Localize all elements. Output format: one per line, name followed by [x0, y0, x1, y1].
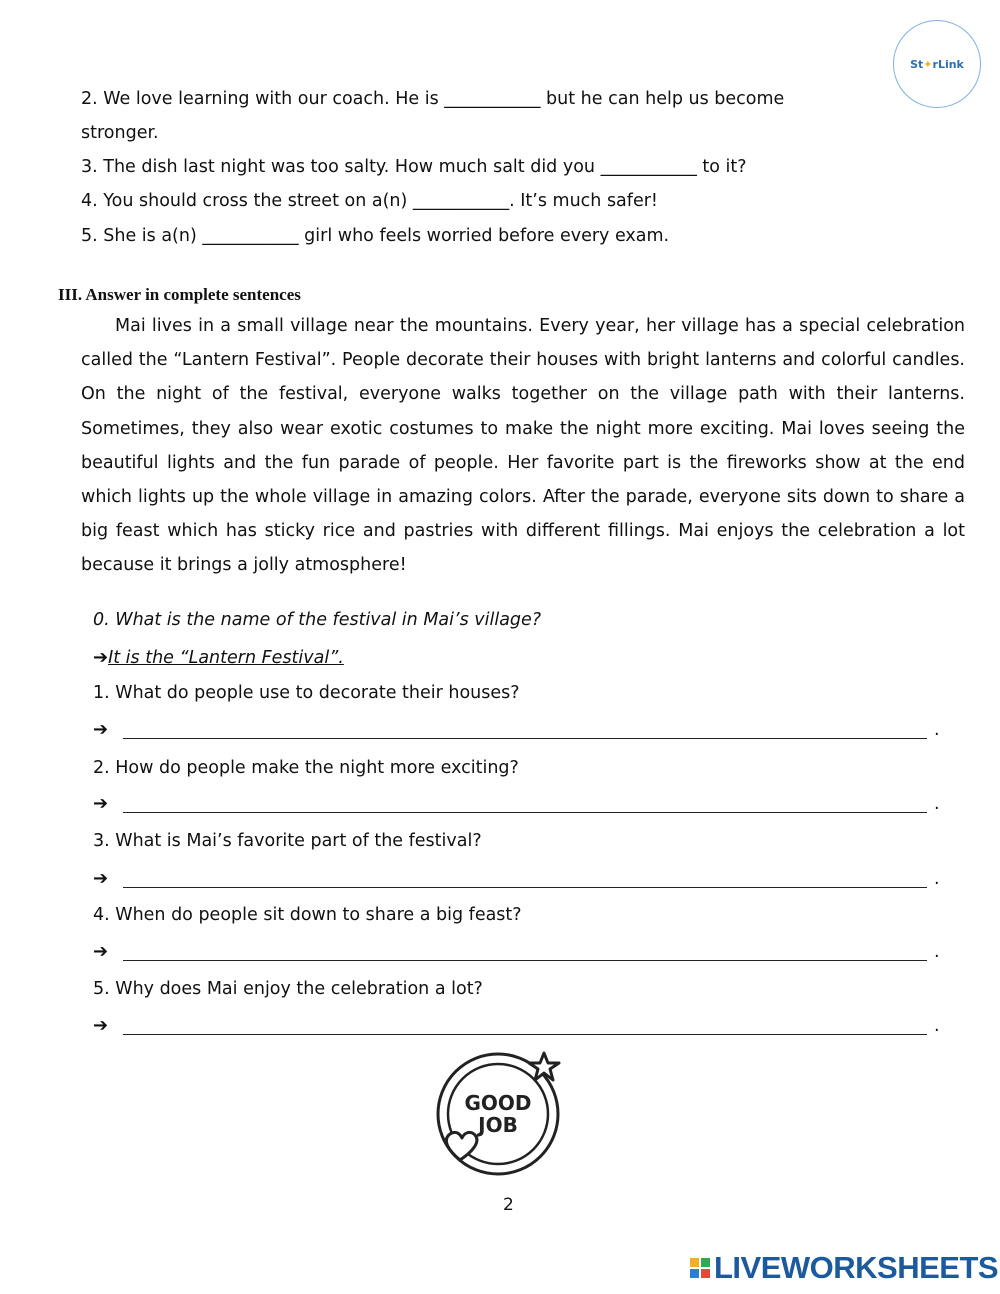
logo-block-icon — [690, 1258, 699, 1267]
answer-row-1 — [93, 713, 953, 747]
answer-row-3 — [93, 862, 953, 896]
question-3: 3. What is Mai’s favorite part of the festival? — [93, 831, 482, 851]
exercise2-q2-line1: 2. We love learning with our coach. He is ___________ but he can help us become — [81, 89, 785, 109]
answer-row-2 — [93, 787, 953, 821]
exercise2-q4: 4. You should cross the street on a(n) ___________. It’s much safer! — [81, 191, 658, 211]
answer-row-5 — [93, 1009, 953, 1043]
answer-blank-1[interactable] — [123, 738, 927, 739]
arrow-icon: ➔ — [93, 1015, 109, 1036]
good-job-badge — [432, 1048, 567, 1178]
arrow-icon: ➔ — [93, 719, 109, 740]
answer-period: . — [934, 942, 940, 962]
answer-blank-4[interactable] — [123, 960, 927, 961]
logo-text-a: St — [910, 57, 924, 71]
example-question: 0. What is the name of the festival in Mai’s village? — [93, 610, 542, 630]
answer-period: . — [934, 720, 940, 740]
page-number: 2 — [503, 1195, 514, 1215]
answer-period: . — [934, 1016, 940, 1036]
starlink-logo — [893, 20, 981, 108]
example-answer: It is the “Lantern Festival”. — [108, 648, 344, 668]
logo-text-b: rLink — [932, 57, 964, 71]
answer-blank-2[interactable] — [123, 812, 927, 813]
arrow-icon: ➔ — [93, 868, 109, 889]
example-answer-row — [93, 641, 344, 675]
section3-heading: III. Answer in complete sentences — [58, 285, 301, 304]
badge-text-job: JOB — [478, 1113, 518, 1137]
exercise2-q3: 3. The dish last night was too salty. How much salt did you ___________ to it? — [81, 157, 747, 177]
passage-text: Mai lives in a small village near the mountains. Every year, her village has a special celebration called the “Lantern Festival”. People decorate their houses with bright lanterns and colorful candles. On the night of the festival, everyone walks together on the village path with their lanterns. Sometimes, they also wear exotic costumes to make the night more exciting. Mai loves seeing the beautiful lights and the fun parade of people. Her favorite part is the fireworks show at the end which lights up the whole village in amazing colors. After the parade, everyone sits down to share a big feast which has sticky rice and pastries with different fillings. Mai enjoys the celebration a lot because it brings a jolly atmosphere! — [81, 316, 965, 576]
answer-blank-5[interactable] — [123, 1034, 927, 1035]
question-4: 4. When do people sit down to share a big feast? — [93, 905, 522, 925]
liveworksheets-logo-icon — [690, 1258, 710, 1278]
answer-period: . — [934, 869, 940, 889]
liveworksheets-text: LIVEWORKSHEETS — [714, 1250, 999, 1285]
logo-block-icon — [701, 1258, 710, 1267]
arrow-icon: ➔ — [93, 647, 109, 668]
question-2: 2. How do people make the night more exciting? — [93, 758, 519, 778]
arrow-icon: ➔ — [93, 941, 109, 962]
answer-row-4 — [93, 935, 953, 969]
badge-text-good: GOOD — [464, 1091, 532, 1115]
logo-block-icon — [701, 1269, 710, 1278]
arrow-icon: ➔ — [93, 793, 109, 814]
question-5: 5. Why does Mai enjoy the celebration a lot? — [93, 979, 483, 999]
answer-period: . — [934, 794, 940, 814]
liveworksheets-brand — [690, 1250, 998, 1286]
logo-block-icon — [690, 1269, 699, 1278]
answer-blank-3[interactable] — [123, 887, 927, 888]
logo-star-icon: ✦ — [923, 57, 933, 71]
exercise2-q5: 5. She is a(n) ___________ girl who feels worried before every exam. — [81, 226, 670, 246]
exercise2-q2-line2: stronger. — [81, 123, 159, 143]
question-1: 1. What do people use to decorate their houses? — [93, 683, 520, 703]
reading-passage — [81, 309, 965, 583]
